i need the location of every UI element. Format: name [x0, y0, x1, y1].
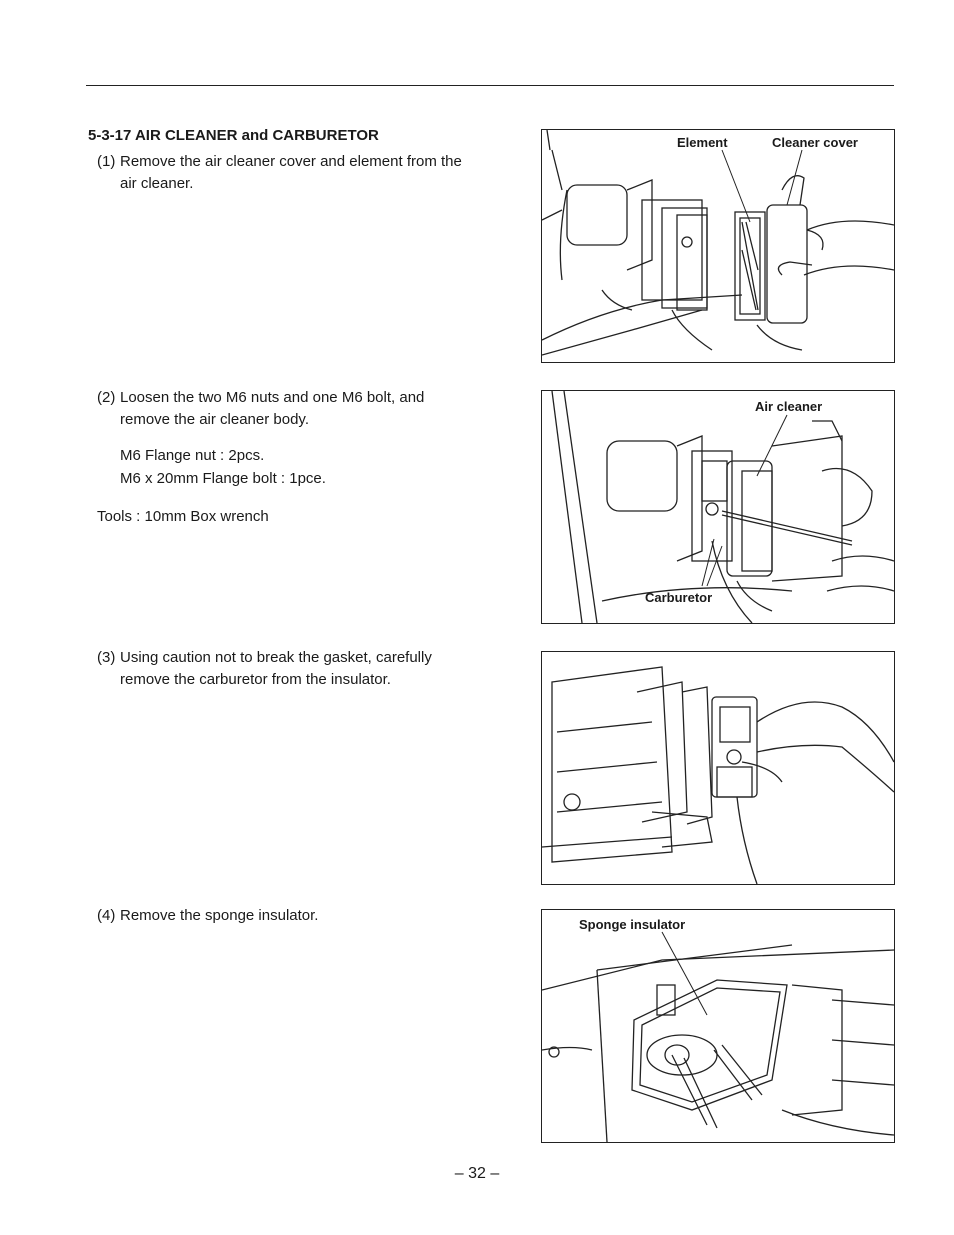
step-number: (2) — [97, 389, 116, 406]
illustration-insulator — [542, 910, 894, 1142]
step-text-cont: remove the carburetor from the insulator. — [120, 671, 391, 688]
label-element: Element — [677, 135, 728, 150]
step-number: (4) — [97, 907, 116, 924]
label-cleaner-cover: Cleaner cover — [772, 135, 858, 150]
label-sponge-insulator: Sponge insulator — [579, 917, 686, 932]
part-nut: M6 Flange nut : 2pcs. — [120, 447, 265, 464]
header-rule — [86, 85, 894, 86]
step-2 — [97, 387, 497, 431]
step-text: Loosen the two M6 nuts and one M6 bolt, and — [120, 389, 425, 406]
label-air-cleaner: Air cleaner — [755, 399, 823, 414]
figure-sponge-insulator — [541, 909, 895, 1143]
part-bolt: M6 x 20mm Flange bolt : 1pce. — [120, 470, 326, 487]
figure-carburetor-removal — [541, 651, 895, 885]
step-1 — [97, 151, 497, 195]
step-number: (3) — [97, 649, 116, 666]
figure-air-cleaner-body — [541, 390, 895, 624]
step-text: Remove the sponge insulator. — [120, 907, 319, 924]
tools-note: Tools : 10mm Box wrench — [97, 508, 269, 525]
illustration-body-removal — [542, 391, 894, 623]
parts-list — [120, 444, 326, 490]
illustration-carburetor — [542, 652, 894, 884]
step-number: (1) — [97, 153, 116, 170]
figure-air-cleaner-cover — [541, 129, 895, 363]
step-4 — [97, 905, 497, 927]
step-text-cont: air cleaner. — [120, 175, 194, 192]
label-carburetor: Carburetor — [645, 590, 713, 605]
step-3 — [97, 647, 497, 691]
step-text: Remove the air cleaner cover and element from the — [120, 153, 462, 170]
illustration-cover-removal — [542, 130, 894, 362]
step-text-cont: remove the air cleaner body. — [120, 411, 309, 428]
step-text: Using caution not to break the gasket, carefully — [120, 649, 432, 666]
section-heading: 5-3-17 AIR CLEANER and CARBURETOR — [88, 127, 379, 144]
page-number: – 32 – — [454, 1165, 500, 1182]
